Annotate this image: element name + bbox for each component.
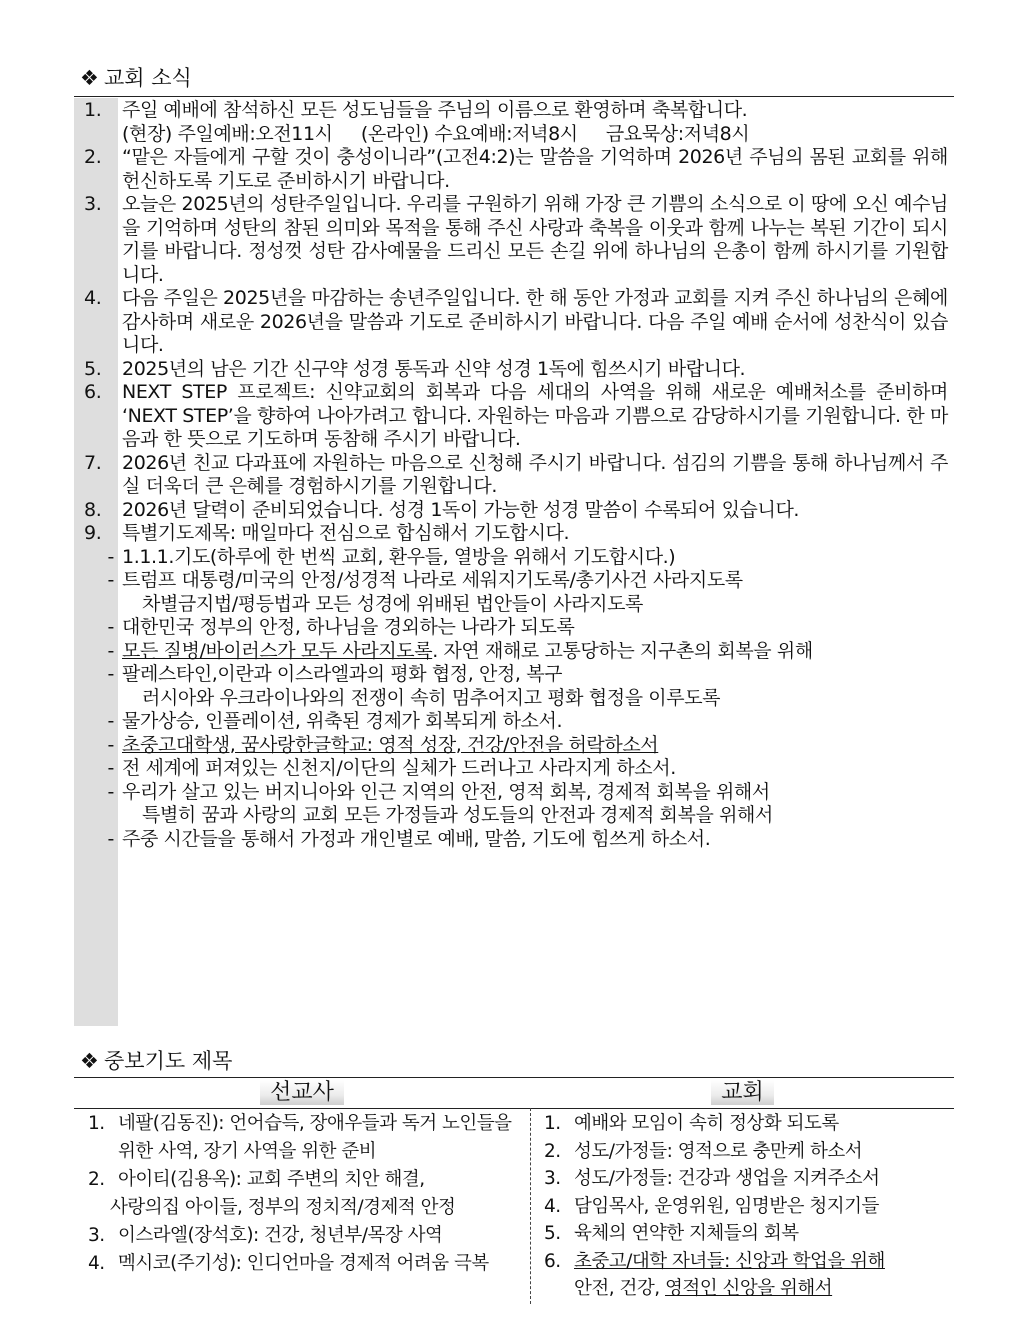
list-item: 7. 2026년 친교 다과표에 자원하는 마음으로 신청해 주시기 바랍니다. 섬김의 기쁨을 통해 하나님께서 주실 더욱더 큰 은혜를 경험하시기를 기원합니다. bbox=[84, 451, 948, 497]
prayer-title-text: 중보기도 제목 bbox=[104, 1049, 233, 1073]
list-item-continued: 위한 사역, 장기 사역을 위한 준비 bbox=[118, 1141, 377, 1162]
prayer-section-title bbox=[80, 1047, 232, 1075]
prayer-subitem: - 초중고대학생, 꿈사랑한글학교: 영적 성장, 건강/안전을 허락하소서 bbox=[107, 733, 659, 756]
list-item: 5. 육체의 연약한 지체들의 회복 bbox=[544, 1223, 799, 1244]
list-item-prayer-topics: 9. 특별기도제목: 매일마다 전심으로 합심해서 기도합시다. bbox=[84, 522, 570, 544]
list-item: 3. 이스라엘(장석호): 건강, 청년부/목장 사역 bbox=[88, 1225, 443, 1246]
list-item-continued: 사랑의집 아이들, 정부의 정치적/경제적 안정 bbox=[110, 1197, 456, 1218]
diamond-bullet-icon: ❖ bbox=[80, 1049, 99, 1073]
list-item: 1. 예배와 모임이 속히 정상화 되도록 bbox=[544, 1113, 839, 1134]
news-list bbox=[74, 99, 954, 851]
list-item-continued: 안전, 건강, 영적인 신앙을 위해서 bbox=[574, 1278, 833, 1299]
news-section-title bbox=[80, 64, 192, 92]
list-item: 4. 다음 주일은 2025년을 마감하는 송년주일입니다. 한 해 동안 가정과 교회를 지켜 주신 하나님의 은혜에 감사하며 새로운 2026년을 말씀과 기도로 준비하시기 바랍니다. 다음 주일 예배 순서에 성찬식이 있습니다. bbox=[84, 287, 948, 356]
list-item: 4. 담임목사, 운영위원, 임명받은 청지기들 bbox=[544, 1195, 879, 1217]
prayer-subitem: - 우리가 살고 있는 버지니아와 인근 지역의 안전, 영적 회복, 경제적 회복을 위해서 bbox=[107, 780, 770, 803]
prayer-subitem: - 트럼프 대통령/미국의 안정/성경적 나라로 세워지기도록/총기사건 사라지도록 bbox=[107, 569, 743, 591]
prayer-subitem-continued: 특별히 꿈과 사랑의 교회 모든 가정들과 성도들의 안전과 경제적 회복을 위해서 bbox=[142, 804, 773, 826]
list-item: 1. 주일 예배에 참석하신 모든 성도님들을 주님의 이름으로 환영하며 축복합니다. (현장) 주일예배:오전11시 (온라인) 수요예배:저녁8시 금요묵상:저녁8시 bbox=[84, 99, 750, 145]
list-item: 1. 네팔(김동진): 언어습득, 장애우들과 독거 노인들을 bbox=[88, 1113, 512, 1134]
news-title-rule bbox=[74, 96, 954, 97]
missionary-list bbox=[88, 1110, 528, 1278]
list-item: 3. 오늘은 2025년의 성탄주일입니다. 우리를 구원하기 위해 가장 큰 기쁨의 소식으로 이 땅에 오신 예수님을 기억하며 성탄의 참된 의미와 목적을 통해 주신 사랑과 축복을 이웃과 함께 나누는 복된 기간이 되시기를 바랍니다. 정성껏 성탄 감사예물을 드리신 모든 손길 위에 하나님의 은총이 함께 하시기를 기원합니다. bbox=[84, 193, 948, 286]
church-column-header: 교회 bbox=[531, 1078, 954, 1108]
prayer-subitem: - 물가상승, 인플레이션, 위축된 경제가 회복되게 하소서. bbox=[107, 710, 563, 732]
list-item: 6. NEXT STEP 프로젝트: 신약교회의 회복과 다음 세대의 사역을 위해 새로운 예배처소를 준비하며 ‘NEXT STEP’을 향하여 나아가려고 합니다. 자원하는 마음과 기쁨으로 감당하시기를 기원합니다. 한 마음과 한 뜻으로 기도하며 동참해 주시기 바랍니다. bbox=[84, 381, 948, 450]
diamond-bullet-icon: ❖ bbox=[80, 66, 99, 90]
list-item: 6. 초중고/대학 자녀들: 신앙과 학업을 위해 bbox=[544, 1250, 885, 1272]
church-list bbox=[544, 1110, 954, 1303]
header-rule bbox=[74, 1108, 954, 1109]
column-divider bbox=[530, 1108, 531, 1304]
prayer-subitem: - 주중 시간들을 통해서 가정과 개인별로 예배, 말씀, 기도에 힘쓰게 하소서. bbox=[107, 827, 711, 850]
prayer-table bbox=[74, 1078, 954, 1308]
list-item: 3. 성도/가정들: 건강과 생업을 지켜주소서 bbox=[544, 1168, 880, 1189]
prayer-subitem: - 1.1.1.기도(하루에 한 번씩 교회, 환우들, 열방을 위해서 기도합시다.) bbox=[107, 545, 676, 568]
prayer-subitem: - 모든 질병/바이러스가 모두 사라지도록. 자연 재해로 고통당하는 지구촌의 회복을 위해 bbox=[107, 639, 813, 662]
list-item: 2. 아이티(김용옥): 교회 주변의 치안 해결, bbox=[88, 1169, 425, 1190]
list-item: 8. 2026년 달력이 준비되었습니다. 성경 1독이 가능한 성경 말씀이 수록되어 있습니다. bbox=[84, 498, 800, 521]
list-item: 5. 2025년의 남은 기간 신구약 성경 통독과 신약 성경 1독에 힘쓰시기 바랍니다. bbox=[84, 357, 746, 380]
list-item: 2. 성도/가정들: 영적으로 충만케 하소서 bbox=[544, 1140, 863, 1162]
missionary-column-header: 선교사 bbox=[74, 1078, 530, 1108]
list-item: 2. “맡은 자들에게 구할 것이 충성이니라”(고전4:2)는 말씀을 기억하며 2026년 주님의 몸된 교회를 위해 헌신하도록 기도로 준비하시기 바랍니다. bbox=[84, 146, 948, 192]
prayer-subitem: - 전 세계에 퍼져있는 신천지/이단의 실체가 드러나고 사라지게 하소서. bbox=[107, 757, 676, 779]
list-item: 4. 멕시코(주기성): 인디언마을 경제적 어려움 극복 bbox=[88, 1253, 489, 1274]
news-title-text: 교회 소식 bbox=[104, 66, 192, 90]
prayer-subitem-continued: 차별금지법/평등법과 모든 성경에 위배된 법안들이 사라지도록 bbox=[142, 592, 644, 615]
prayer-subitem-continued: 러시아와 우크라이나와의 전쟁이 속히 멈추어지고 평화 협정을 이루도록 bbox=[142, 686, 721, 709]
prayer-subitem: - 팔레스타인,이란과 이스라엘과의 평화 협정, 안정, 복구 bbox=[107, 663, 563, 685]
prayer-subitem: - 대한민국 정부의 안정, 하나님을 경외하는 나라가 되도록 bbox=[107, 616, 575, 638]
